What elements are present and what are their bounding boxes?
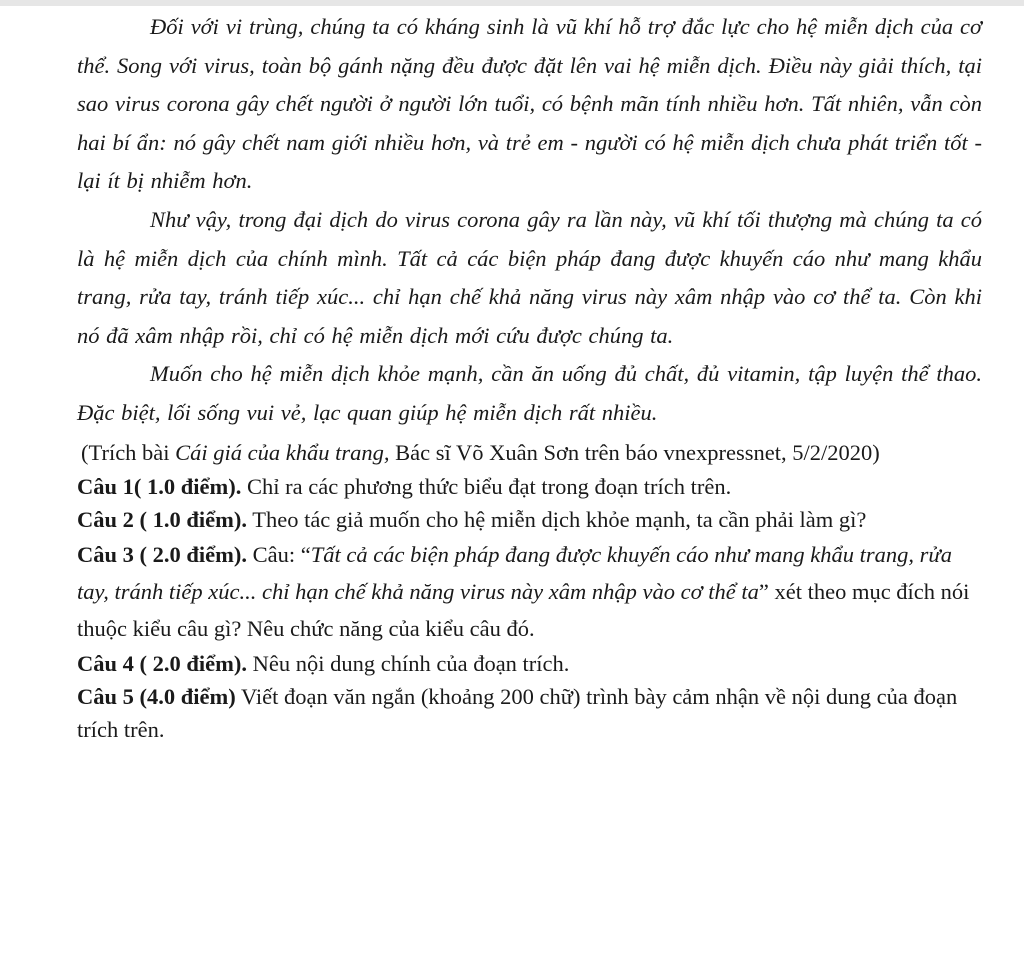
question-1-label: Câu 1( 1.0 điểm). <box>77 473 242 499</box>
question-2-label: Câu 2 ( 1.0 điểm). <box>77 506 247 532</box>
source-title: Cái giá của khẩu trang, <box>175 439 390 465</box>
question-3-post: ” xét theo mục đích nói thuộc kiểu câu gì? Nêu chức năng của kiểu câu đó. <box>77 578 970 641</box>
question-4-label: Câu 4 ( 2.0 điểm). <box>77 650 247 676</box>
question-4-text: Nêu nội dung chính của đoạn trích. <box>252 650 570 676</box>
question-5 <box>77 680 982 746</box>
question-3-pre: Câu: “ <box>252 541 311 567</box>
source-prefix: (Trích bài <box>81 439 170 465</box>
passage-paragraph-2: Như vậy, trong đại dịch do virus corona gây ra lần này, vũ khí tối thượng mà chúng ta có là hệ miễn dịch của chính mình. Tất cả các biện pháp đang được khuyến cáo như mang khẩu trang, rửa tay, tránh tiếp xúc... chỉ hạn chế khả năng virus này xâm nhập vào cơ thể ta. Còn khi nó đã xâm nhập rồi, chỉ có hệ miễn dịch mới cứu được chúng ta. <box>77 206 982 348</box>
source-suffix: Bác sĩ Võ Xuân Sơn trên báo vnexpressnet, 5/2/2020) <box>395 439 880 465</box>
question-2 <box>77 503 982 536</box>
passage-paragraph-1: Đối với vi trùng, chúng ta có kháng sinh là vũ khí hỗ trợ đắc lực cho hệ miễn dịch của cơ thể. Song với virus, toàn bộ gánh nặng đều được đặt lên vai hệ miễn dịch. Điều này giải thích, tại sao virus corona gây chết người ở người lớn tuổi, có bệnh mãn tính nhiều hơn. Tất nhiên, vẫn còn hai bí ẩn: nó gây chết nam giới nhiều hơn, và trẻ em - người có hệ miễn dịch chưa phát triển tốt - lại ít bị nhiễm hơn. <box>77 14 982 194</box>
question-5-label: Câu 5 (4.0 điểm) <box>77 683 236 709</box>
question-1 <box>77 470 982 503</box>
source-citation <box>77 435 982 470</box>
question-2-text: Theo tác giả muốn cho hệ miễn dịch khỏe mạnh, ta cần phải làm gì? <box>252 506 867 532</box>
document-page <box>77 8 982 746</box>
question-3 <box>77 536 982 647</box>
top-edge-bar <box>0 0 1024 6</box>
question-5-text: Viết đoạn văn ngắn (khoảng 200 chữ) trình bày cảm nhận về nội dung của đoạn trích trên. <box>77 683 958 742</box>
passage-paragraph-3: Muốn cho hệ miễn dịch khỏe mạnh, cần ăn uống đủ chất, đủ vitamin, tập luyện thể thao. Đặc biệt, lối sống vui vẻ, lạc quan giúp hệ miễn dịch rất nhiều. <box>77 361 982 425</box>
question-4 <box>77 647 982 680</box>
question-3-label: Câu 3 ( 2.0 điểm). <box>77 541 247 567</box>
question-1-text: Chỉ ra các phương thức biểu đạt trong đoạn trích trên. <box>247 473 732 499</box>
question-3-quote: Tất cả các biện pháp đang được khuyến cáo như mang khẩu trang, rửa tay, tránh tiếp xúc... chỉ hạn chế khả năng virus này xâm nhập vào cơ thể ta <box>77 541 952 604</box>
